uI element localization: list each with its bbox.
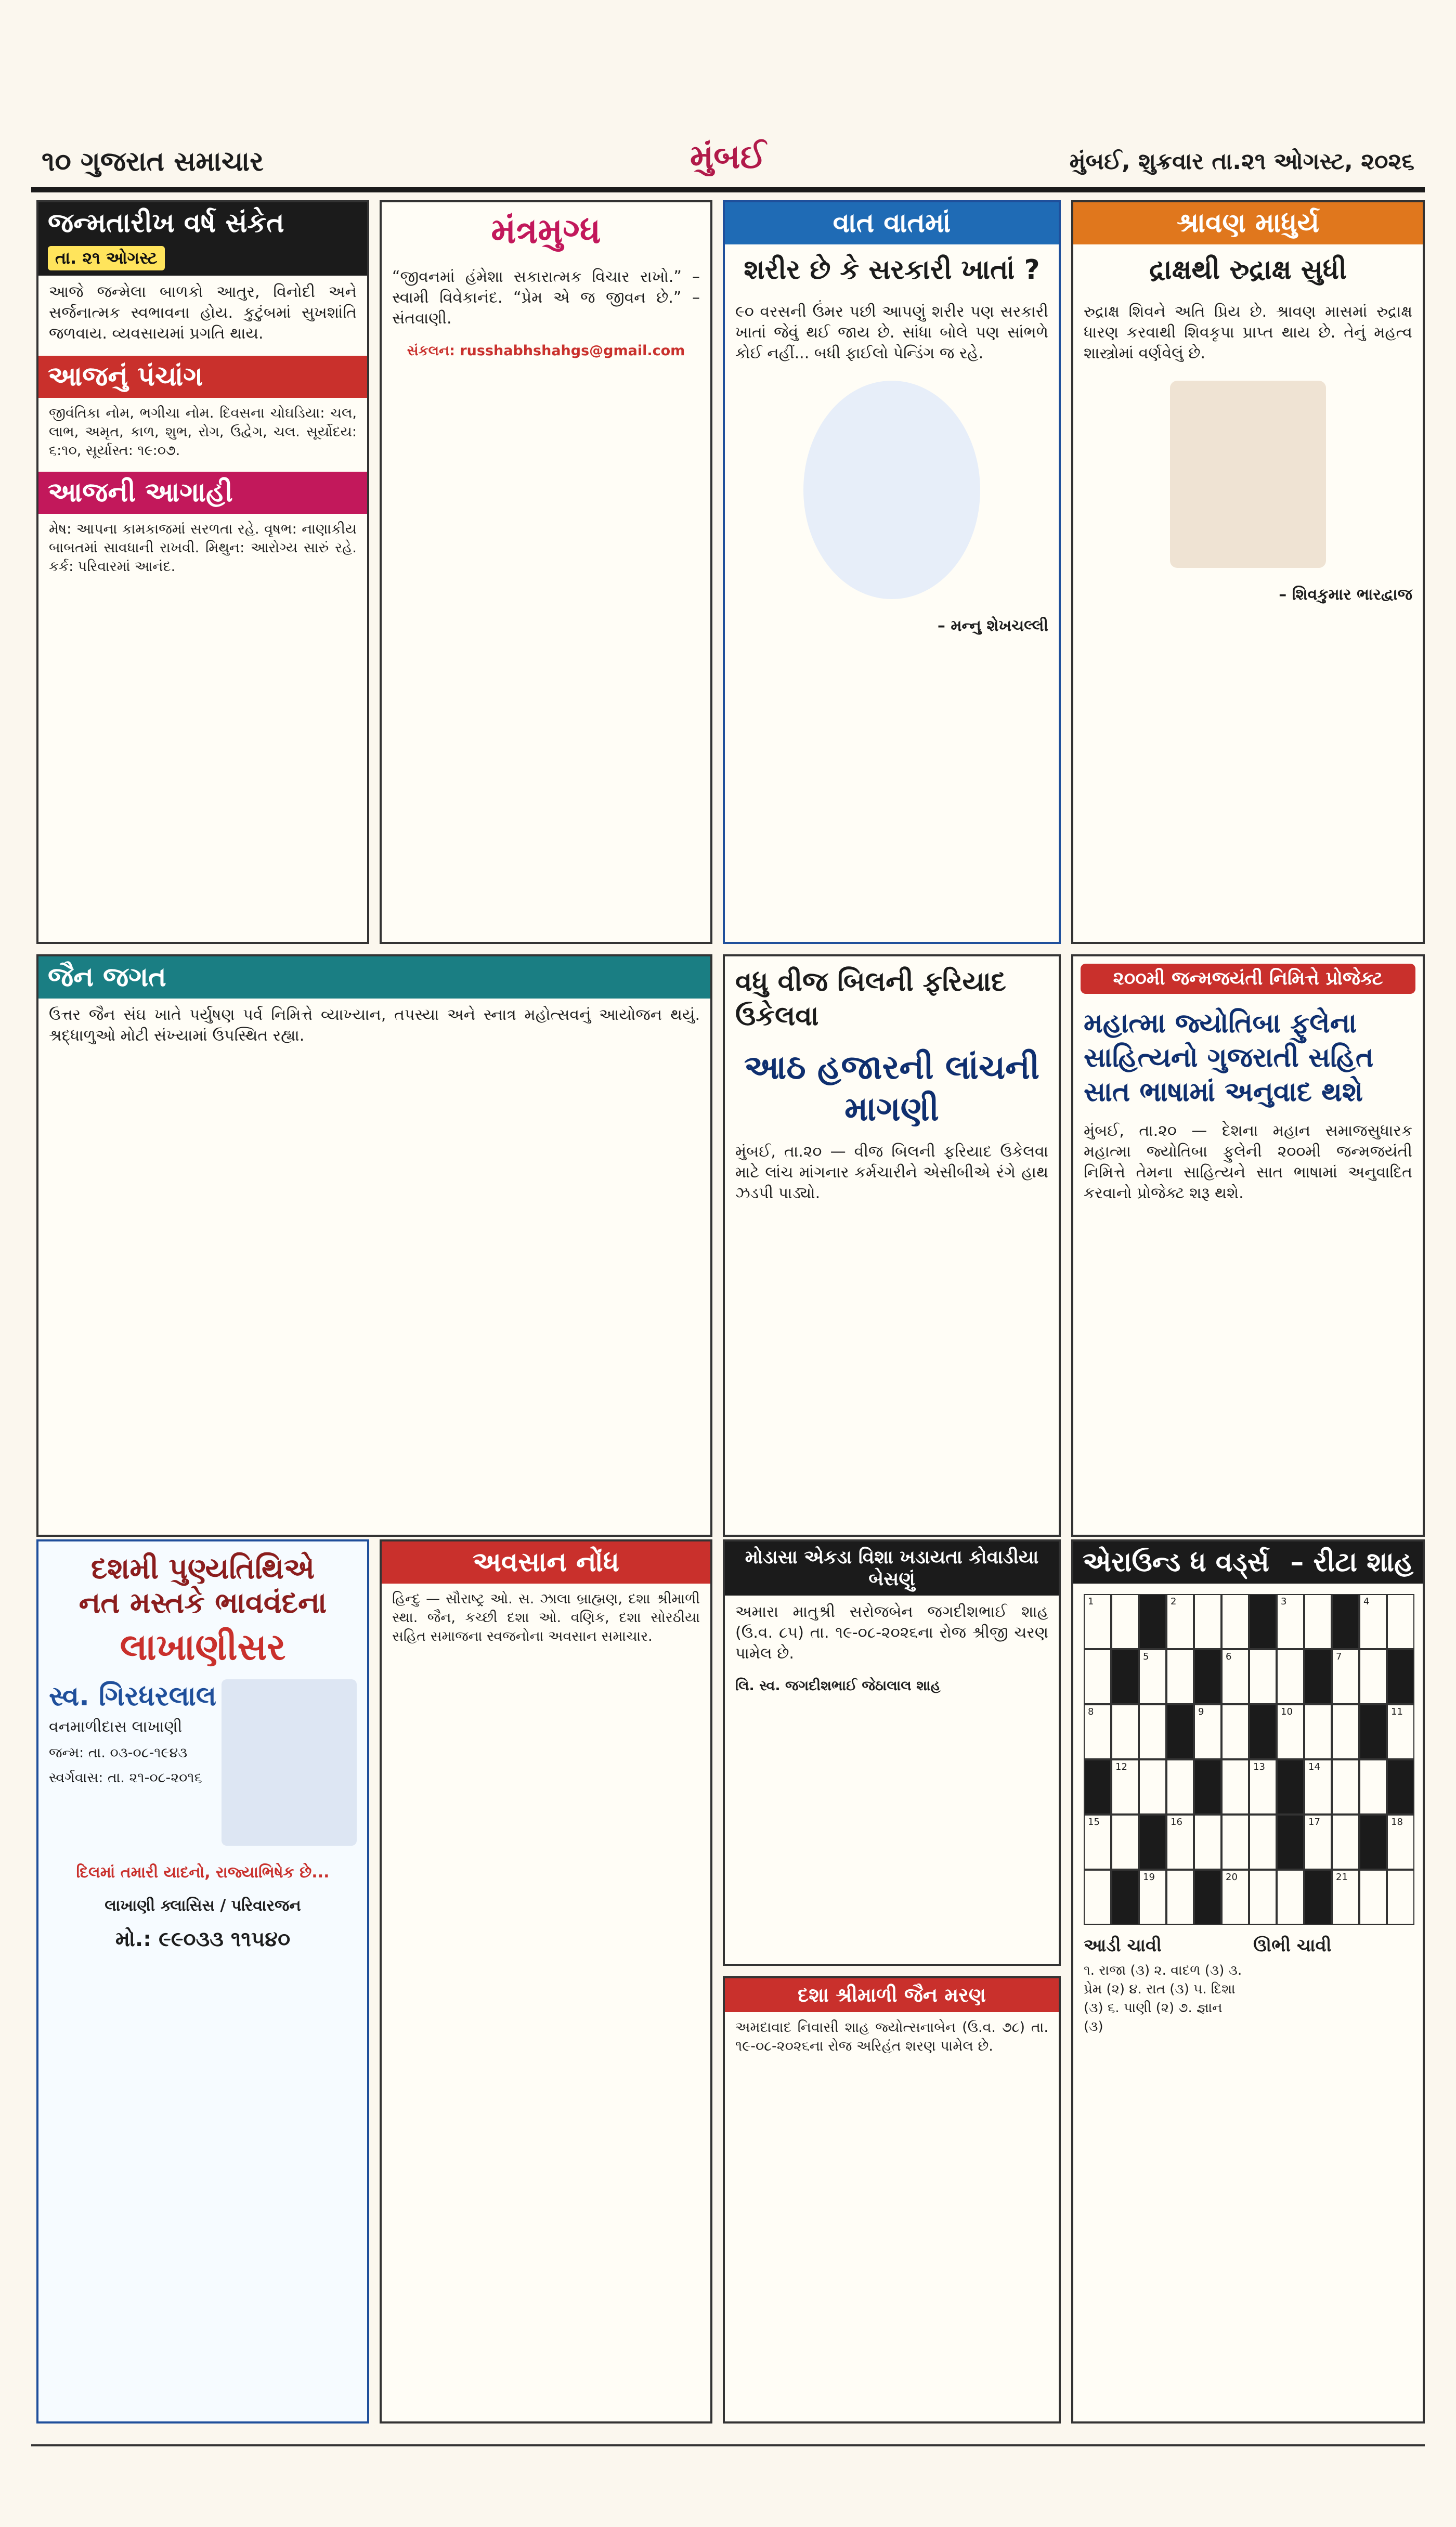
cell: 6 [1221, 1649, 1249, 1704]
shravan-headline: દ્રાક્ષથી રુદ્રાક્ષ સુધી [1149, 254, 1347, 286]
cell [1304, 1870, 1332, 1925]
cell: 20 [1221, 1870, 1249, 1925]
besanu-title: મોડાસા એકડા વિશા ખડાયતા કોવાડીયા બેસણું [725, 1541, 1059, 1596]
tribute-dod: સ્વર્ગવાસ: તા. ૨૧-૦૮-૨૦૧૬ [49, 1770, 202, 1786]
cell [1332, 1759, 1359, 1815]
shravan-banner: શ્રાવણ માધુર્ય [1073, 202, 1423, 244]
electricity-article [723, 954, 1061, 1537]
project-headline: મહાત્મા જ્યોતિબા ફુલેના સાહિત્યનો ગુજરાતી સહિત સાત ભાષામાં અનુવાદ થશે [1084, 1008, 1374, 1108]
panchang-body: જીવંતિકા નોમ, ભગીચા નોમ. દિવસના ચોઘડિયા: ચલ, લાભ, અમૃત, કાળ, શુભ, રોગ, ઉદ્વેગ, ચલ. સૂર્યોદય: ૬:૧૦, સૂર્યાસ્ત: ૧૯:૦૭. [49, 405, 357, 459]
vaat-title: વાત વાતમાં [725, 202, 1059, 244]
tribute-phone: મો.: ૯૯૦૩૩ ૧૧૫૪૦ [115, 1927, 291, 1951]
cell [1387, 1594, 1414, 1649]
section-title: મુંબઈ [690, 138, 766, 176]
tribute-family: લાખાણીસર [120, 1626, 286, 1668]
across-clues: ૧. રાજા (૩) ૨. વાદળ (૩) ૩. પ્રેમ (૨) ૪. રાત (૩) ૫. દિશા (૩) ૬. પાણી (૨) ૭. જ્ઞાન (૩) [1084, 1963, 1242, 2034]
footer-rule [31, 2444, 1425, 2446]
cell [1221, 1594, 1249, 1649]
cell: 11 [1387, 1704, 1414, 1759]
tribute-message: દિલમાં તમારી યાદનો, રાજ્યાભિષેક છે... [76, 1863, 330, 1882]
cell [1249, 1704, 1277, 1759]
brand-name: ગુજરાત સમાચાર [80, 146, 264, 177]
jain-jagat-body: ઉત્તર જૈન સંઘ ખાતે પર્યુષણ પર્વ નિમિત્તે વ્યાખ્યાન, તપસ્યા અને સ્નાત્ર મહોત્સવનું આયોજન થયું. શ્રદ્ધાળુઓ મોટી સંખ્યામાં ઉપસ્થિત રહ્યા. [49, 1006, 700, 1045]
jain-jagat-title: જૈન જગત [38, 956, 710, 999]
tribute-line2: નત મસ્તકે ભાવવંદના [79, 1586, 327, 1620]
crossword-cells [1084, 1594, 1414, 1925]
down-title: ઊભી ચાવી [1253, 1935, 1332, 1956]
cell [1166, 1649, 1194, 1704]
cell: 2 [1166, 1594, 1194, 1649]
cell [1359, 1649, 1387, 1704]
cell [1332, 1815, 1359, 1870]
shravan-author: – શિવકુમાર ભારદ્વાજ [1279, 586, 1412, 604]
cell: 7 [1332, 1649, 1359, 1704]
cell [1387, 1649, 1414, 1704]
cell [1139, 1815, 1166, 1870]
cell [1111, 1594, 1139, 1649]
cell [1359, 1815, 1387, 1870]
cell: 5 [1139, 1649, 1166, 1704]
crossword-title-bar [1073, 1541, 1423, 1584]
electricity-body: મુંબઈ, તા.૨૦ — વીજ બિલની ફરિયાદ ઉકેલવા માટે લાંચ માંગનાર કર્મચારીને એસીબીએ રંગે હાથ ઝડપી પાડ્યો. [735, 1143, 1048, 1202]
cell: 19 [1139, 1870, 1166, 1925]
vaat-body: ૯૦ વરસની ઉંમર પછી આપણું શરીર પણ સરકારી ખાતાં જેવું થઈ જાય છે. સાંધા બોલે પણ સાંભળે કોઈ નહીં... બધી ફાઈલો પેન્ડિંગ જ રહે. [735, 303, 1048, 362]
cell [1332, 1594, 1359, 1649]
tribute-name: સ્વ. ગિરધરલાલ [49, 1681, 217, 1712]
besanu-family: લિ. સ્વ. જગદીશભાઈ જેઠાલાલ શાહ [735, 1678, 941, 1694]
cell [1304, 1594, 1332, 1649]
date-line: મુંબઈ, શુક્રવાર તા.૨૧ ઓગસ્ટ, ૨૦૨૬ [1069, 148, 1414, 175]
cell [1194, 1759, 1221, 1815]
cell [1249, 1649, 1277, 1704]
cell [1139, 1594, 1166, 1649]
crossword-across [1084, 1935, 1243, 2036]
tribute-line1: દશમી પુણ્યતિથિએ [91, 1552, 315, 1586]
cell [1111, 1704, 1139, 1759]
cell [1387, 1870, 1414, 1925]
cell [1249, 1815, 1277, 1870]
cell [1166, 1759, 1194, 1815]
horoscope-column [36, 200, 369, 944]
cell: 12 [1111, 1759, 1139, 1815]
cell [1084, 1649, 1111, 1704]
cell [1277, 1815, 1304, 1870]
crossword-author: – રીટા શાહ [1290, 1547, 1413, 1578]
tribute-person-info [49, 1679, 222, 1846]
vaat-headline: શરીર છે કે સરકારી ખાતાં ? [744, 254, 1040, 286]
mantramugdh-box [380, 200, 712, 944]
cell [1194, 1649, 1221, 1704]
obituary-box [380, 1539, 712, 2424]
across-title: આડી ચાવી [1084, 1935, 1162, 1956]
horoscope-title-text: જન્મતારીખ વર્ષ સંકેત [48, 208, 284, 239]
masthead-brand [42, 146, 264, 178]
cell: 14 [1304, 1759, 1332, 1815]
cell [1139, 1704, 1166, 1759]
panchang-title: આજનું પંચાંગ [38, 356, 367, 398]
cell: 16 [1166, 1815, 1194, 1870]
tribute-person [38, 1669, 367, 1856]
tribute-dob: જન્મ: તા. ૦૩-૦૮-૧૯૪૩ [49, 1745, 188, 1761]
jain-jagat-box [36, 954, 712, 1537]
horoscope-body: આજે જન્મેલા બાળકો આતુર, વિનોદી અને સર્જનાત્મક સ્વભાવના હોય. કુટુંબમાં સુખશાંતિ જળવાય. વ્યવસાયમાં પ્રગતિ થાય. [49, 283, 357, 343]
rudraksha-image [1170, 381, 1326, 568]
cell [1221, 1704, 1249, 1759]
maran-body: અમદાવાદ નિવાસી શાહ જ્યોત્સનાબેન (ઉ.વ. ૭૮) તા. ૧૯-૦૮-૨૦૨૬ના રોજ અરિહંત શરણ પામેલ છે. [735, 2019, 1048, 2054]
horoscope-title [38, 202, 367, 276]
maran-title: દશા શ્રીમાળી જૈન મરણ [725, 1978, 1059, 2012]
cell [1304, 1704, 1332, 1759]
cell [1166, 1870, 1194, 1925]
electricity-kicker: વધુ વીજ બિલની ફરિયાદ ઉકેલવા [735, 966, 1006, 1032]
cell [1194, 1815, 1221, 1870]
horoscope-date: તા. ૨૧ ઓગસ્ટ [48, 246, 165, 270]
cell: 9 [1194, 1704, 1221, 1759]
cell [1304, 1649, 1332, 1704]
page-number: ૧૦ [42, 146, 71, 177]
cell: 13 [1249, 1759, 1277, 1815]
project-kicker: ૨૦૦મી જન્મજયંતી નિમિત્તે પ્રોજેક્ટ [1081, 964, 1415, 994]
cartoon-illustration [803, 381, 980, 599]
cell: 17 [1304, 1815, 1332, 1870]
aagahi-body: મેષ: આપના કામકાજમાં સરળતા રહે. વૃષભ: નાણાકીય બાબતમાં સાવધાની રાખવી. મિથુન: આરોગ્ય સારું રહે. કર્ક: પરિવારમાં આનંદ. [49, 521, 357, 575]
mantramugdh-body: “જીવનમાં હંમેશા સકારાત્મક વિચાર રાખો.” – સ્વામી વિવેકાનંદ. “પ્રેમ એ જ જીવન છે.” – સંતવાણી. [392, 268, 700, 328]
cell: 10 [1277, 1704, 1304, 1759]
obituary-title: અવસાન નોંધ [382, 1541, 710, 1584]
cell [1249, 1594, 1277, 1649]
besanu-body: અમારા માતુશ્રી સરોજબેન જગદીશભાઈ શાહ (ઉ.વ. ૮૫) તા. ૧૯-૦૮-૨૦૨૬ના રોજ શ્રીજી ચરણ પામેલ છે. [735, 1603, 1048, 1663]
crossword-box [1071, 1539, 1425, 2424]
tribute-org: લાખાણી ક્લાસિસ / પરિવારજન [105, 1897, 301, 1915]
mantramugdh-title: મંત્રમુગ્ધ [491, 211, 601, 252]
vaat-author: – મન્નુ શેખચલ્લી [937, 617, 1048, 635]
cell [1221, 1759, 1249, 1815]
cell [1277, 1649, 1304, 1704]
project-body: મુંબઈ, તા.૨૦ — દેશના મહાન સમાજસુધારક મહાત્મા જ્યોતિબા ફુલેની ૨૦૦મી જન્મજયંતી નિમિત્તે તેમના સાહિત્યને સાત ભાષામાં અનુવાદિત કરવાનો પ્રોજેક્ટ શરૂ થશે. [1084, 1122, 1412, 1202]
cell [1359, 1870, 1387, 1925]
cell: 15 [1084, 1815, 1111, 1870]
cell: 1 [1084, 1594, 1111, 1649]
cell [1194, 1594, 1221, 1649]
cell [1166, 1704, 1194, 1759]
tribute-photo [222, 1679, 357, 1846]
cell [1332, 1704, 1359, 1759]
crossword-down [1253, 1935, 1412, 2036]
obituary-body: હિન્દુ — સૌરાષ્ટ્ર ઓ. સ. ઝાલા બ્રાહ્મણ, દશા શ્રીમાળી સ્થા. જૈન, કચ્છી દશા ઓ. વણિક, દશા સોરઠીયા સહિત સમાજના સ્વજનોના અવસાન સમાચાર. [392, 1591, 700, 1644]
shravan-body: રુદ્રાક્ષ શિવને અતિ પ્રિય છે. શ્રાવણ માસમાં રુદ્રાક્ષ ધારણ કરવાથી શિવકૃપા પ્રાપ્ત થાય છે. તેનું મહત્વ શાસ્ત્રોમાં વર્ણવેલું છે. [1084, 303, 1412, 362]
crossword-clues [1073, 1935, 1423, 2036]
cell: 4 [1359, 1594, 1387, 1649]
besanu-box [723, 1539, 1061, 1966]
vaat-box [723, 200, 1061, 944]
crossword-title: એરાઉન્ડ ધ વર્ડ્સ [1083, 1547, 1269, 1578]
maran-box [723, 1976, 1061, 2424]
shravan-box [1071, 200, 1425, 944]
cell [1111, 1815, 1139, 1870]
cell [1221, 1815, 1249, 1870]
masthead-rule [31, 187, 1425, 192]
cell [1249, 1870, 1277, 1925]
aagahi-title: આજની આગાહી [38, 472, 367, 514]
cell [1084, 1759, 1111, 1815]
mantramugdh-contact: સંકલન: russhabhshahgs@gmail.com [407, 343, 685, 359]
crossword-grid [1084, 1594, 1414, 1925]
cell [1359, 1704, 1387, 1759]
cell: 8 [1084, 1704, 1111, 1759]
cell [1387, 1759, 1414, 1815]
cell [1277, 1759, 1304, 1815]
cell [1359, 1759, 1387, 1815]
cell [1111, 1870, 1139, 1925]
cell [1277, 1870, 1304, 1925]
cell [1194, 1870, 1221, 1925]
project-article [1071, 954, 1425, 1537]
electricity-headline: આઠ હજારની લાંચની માગણી [744, 1048, 1040, 1129]
cell: 3 [1277, 1594, 1304, 1649]
cell [1111, 1649, 1139, 1704]
tribute-ad [36, 1539, 369, 2424]
tribute-name2: વનમાળીદાસ લાખાણી [49, 1718, 183, 1736]
cell: 18 [1387, 1815, 1414, 1870]
cell: 21 [1332, 1870, 1359, 1925]
cell [1139, 1759, 1166, 1815]
cell [1084, 1870, 1111, 1925]
